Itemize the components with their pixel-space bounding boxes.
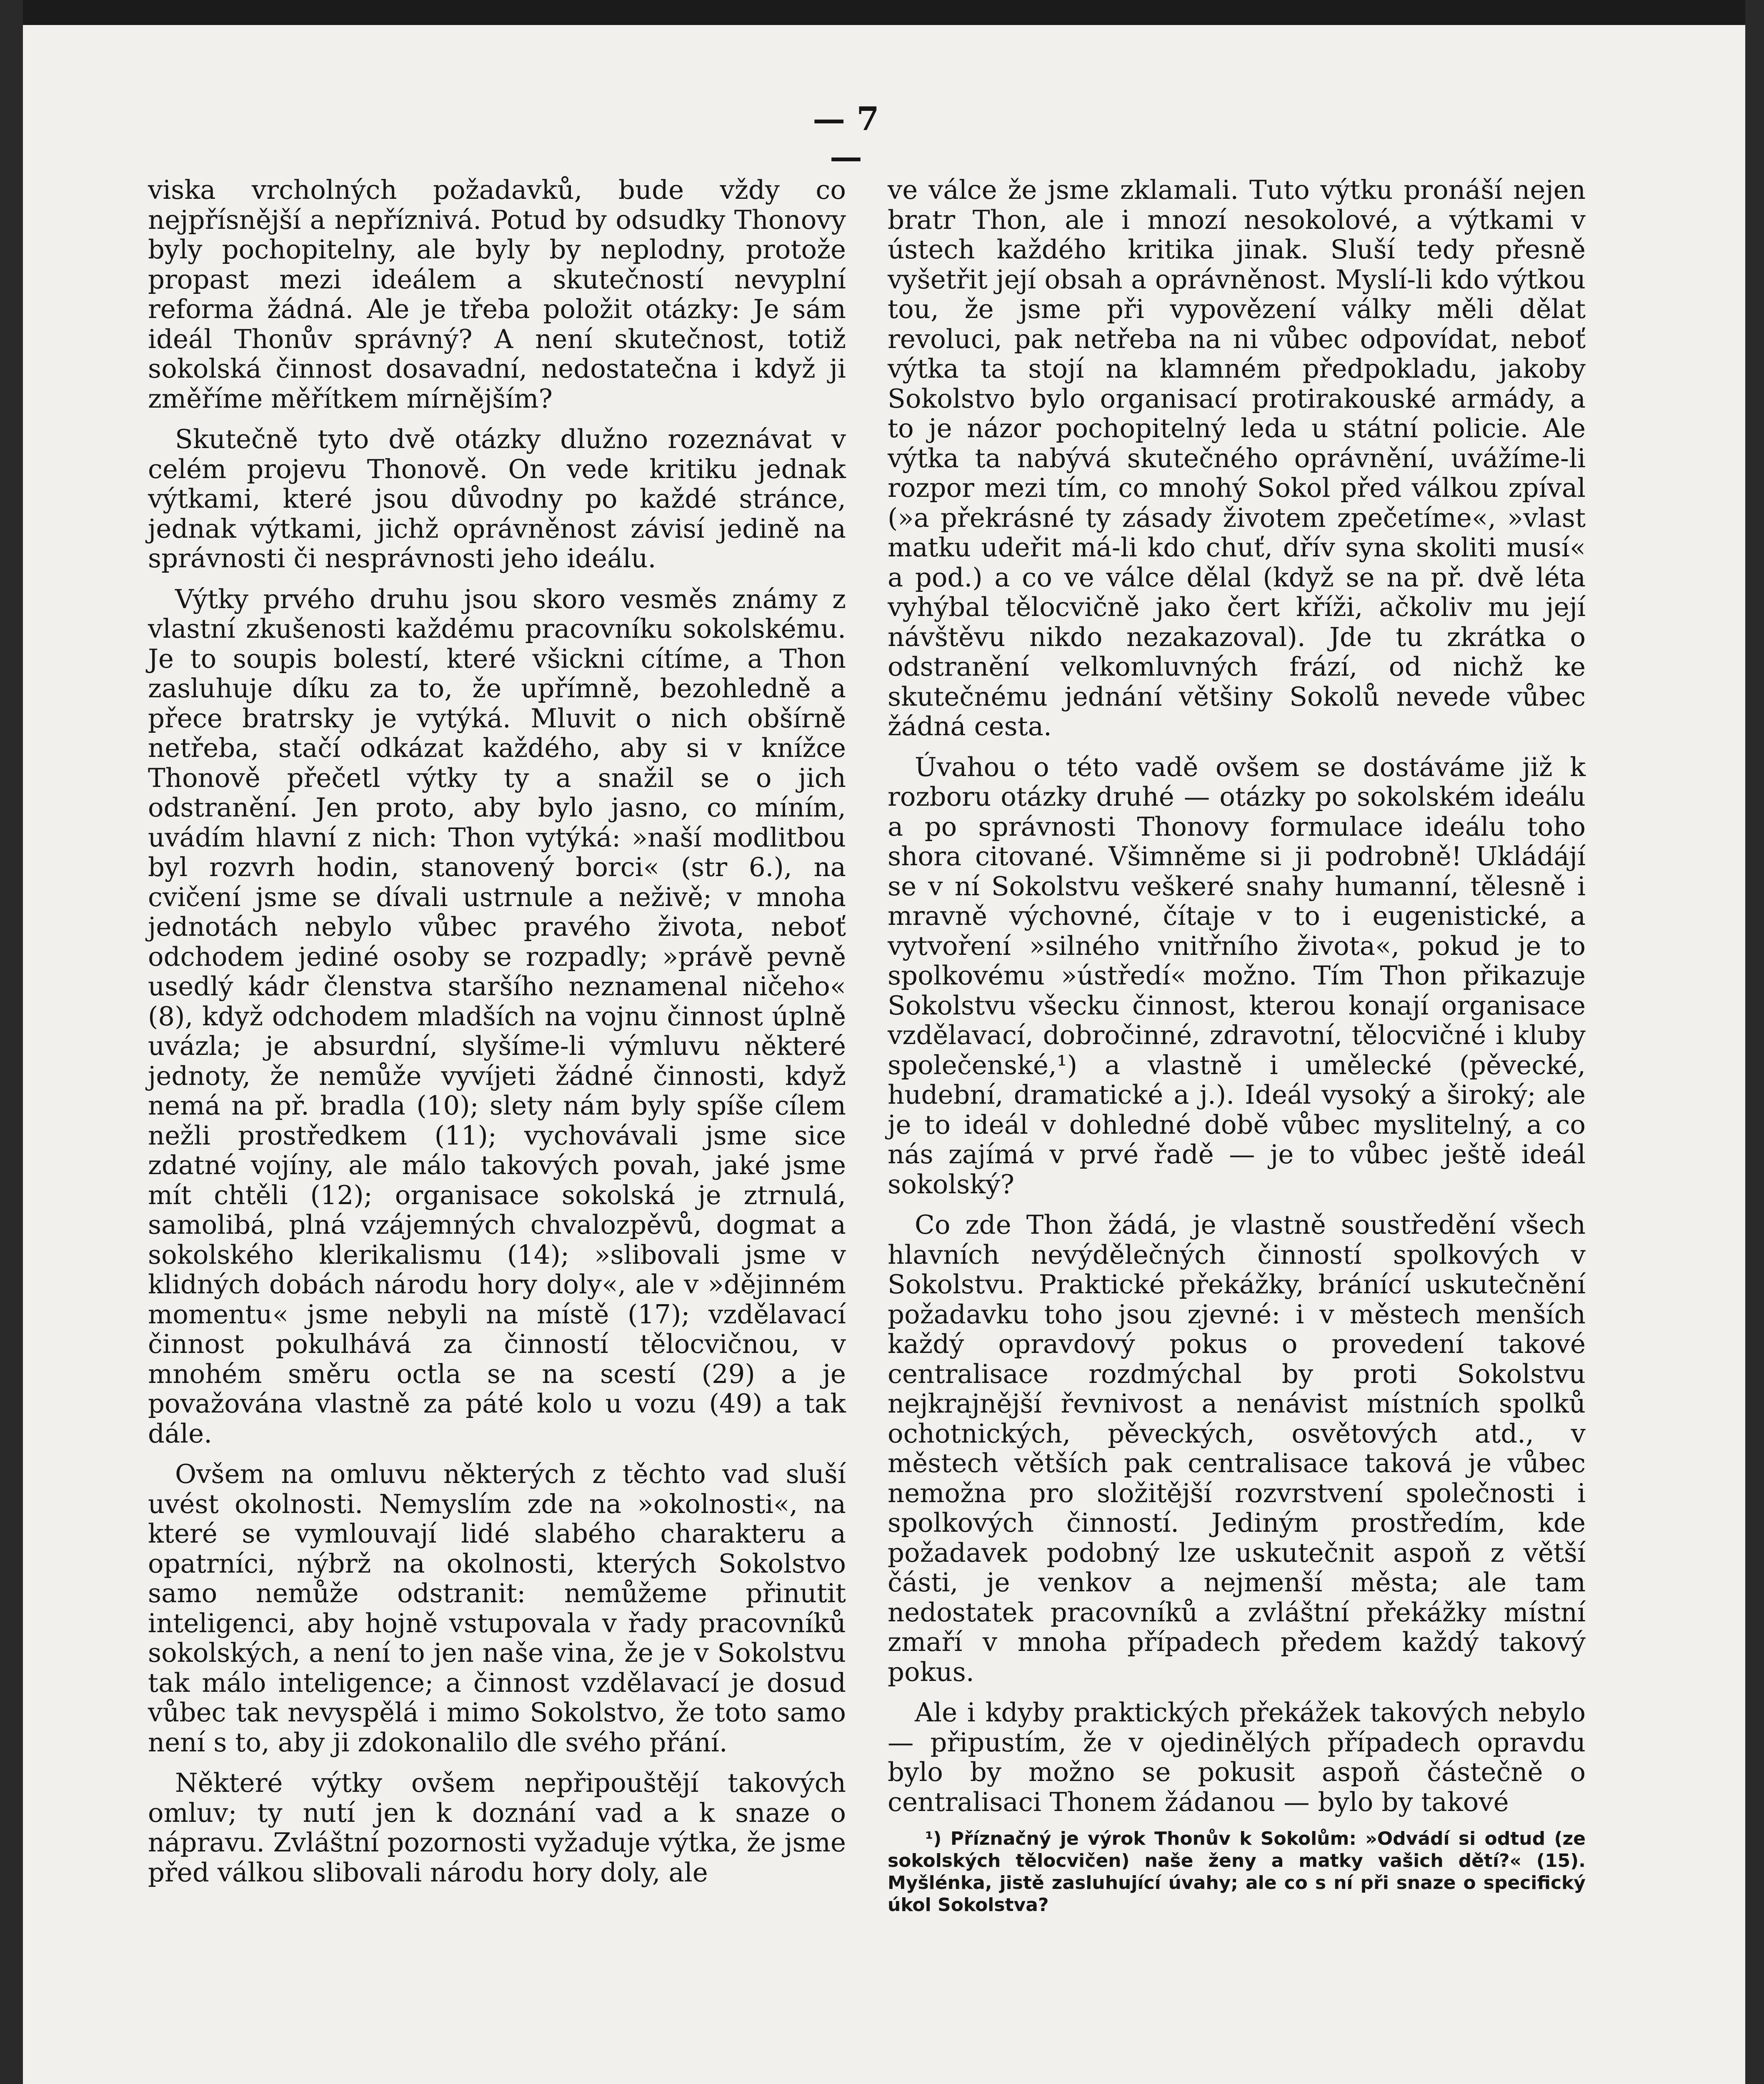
paragraph: Ovšem na omluvu některých z těchto vad sluší uvést okolnosti. Nemyslím zde na »okolnosti«, na které se vymlouvají lidé slabého charakteru a opatrníci, nýbrž na okolnosti, kterých Sokolstvo samo nemůže odstranit: nemůžeme přinutit inteligenci, aby hojně vstupovala v řady pracovníků sokolských, a není to jen naše vina, že je v Sokolstvu tak málo inteligence; a činnost vzdělavací je dosud vůbec tak nevyspělá i mimo Sokolstvo, že toto samo není s to, aby ji zdokonalilo dle svého přání. (148, 1459, 846, 1758)
paragraph: Ale i kdyby praktických překážek takových nebylo — připustím, že v ojedinělých případech opravdu bylo by možno se pokusit aspoň částečně o centralisaci Thonem žádanou — bylo by takové (888, 1697, 1586, 1817)
scan-border-left (0, 0, 23, 2084)
page-number: — 7 — (813, 100, 879, 176)
paragraph: Některé výtky ovšem nepřipouštějí takových omluv; ty nutí jen k doznání vad a k snaze o nápravu. Zvláštní pozornosti vyžaduje výtka, že jsme před válkou slibovali národu hory doly, ale (148, 1768, 846, 1888)
paragraph: Co zde Thon žádá, je vlastně soustředění všech hlavních nevýdělečných činností spolkových v Sokolstvu. Praktické překážky, bránící uskutečnění požadavku toho jsou zjevné: i v městech menších každý opravdový pokus o provedení takové centralisace rozdmýchal by proti Sokolstvu nejkrajnější řevnivost a nenávist místních spolků ochotnických, pěveckých, osvětových atd., v městech větších pak centralisace taková je vůbec nemožna pro složitější rozvrstvení společnosti i spolkových činností. Jediným prostředím, kde požadavek podobný lze uskutečnit aspoň z větší části, je venkov a nejmenší města; ale tam nedostatek pracovníků a zvláštní překážky místní zmaří v mnoha případech předem každý takový pokus. (888, 1210, 1586, 1687)
left-column (148, 175, 846, 1898)
scan-border-top (0, 0, 1764, 25)
paragraph: Výtky prvého druhu jsou skoro vesměs známy z vlastní zkušenosti každému pracovníku sokolskému. Je to soupis bolestí, které všickni cítíme, a Thon zasluhuje díku za to, že upřímně, bezohledně a přece bratrsky je vytýká. Mluvit o nich obšírně netřeba, stačí odkázat každého, aby si v knížce Thonově přečetl výtky ty a snažil se o jich odstranění. Jen proto, aby bylo jasno, co míním, uvádím hlavní z nich: Thon vytýká: »naší modlitbou byl rozvrh hodin, stanovený borci« (str 6.), na cvičení jsme se dívali ustrnule a neživě; v mnoha jednotách nebylo vůbec pravého života, neboť odchodem jediné osoby se rozpadly; »právě pevně usedlý kádr členstva staršího neznamenal ničeho« (8), když odchodem mladších na vojnu činnost úplně uvázla; je absurdní, slyšíme-li výmluvu některé jednoty, že nemůže vyvíjeti žádné činnosti, když nemá na př. bradla (10); slety nám byly spíše cílem nežli prostředkem (11); vychovávali jsme sice zdatné vojíny, ale málo takových povah, jaké jsme mít chtěli (12); organisace sokolská je ztrnulá, samolibá, plná vzájemných chvalozpěvů, dogmat a sokolského klerikalismu (14); »slibovali jsme v klidných dobách národu hory doly«, ale v »dějinném momentu« jsme nebyli na místě (17); vzdělavací činnost pokulhává za činností tělocvičnou, v mnohém směru octla se na scestí (29) a je považována vlastně za páté kolo u vozu (49) a tak dále. (148, 584, 846, 1449)
paragraph: Skutečně tyto dvě otázky dlužno rozeznávat v celém projevu Thonově. On vede kritiku jednak výtkami, které jsou důvodny po každé stránce, jednak výtkami, jichž oprávněnost závisí jedině na správnosti či nesprávnosti jeho ideálu. (148, 424, 846, 574)
paragraph: ve válce že jsme zklamali. Tuto výtku pronáší nejen bratr Thon, ale i mnozí nesokolové, a výtkami v ústech každého kritika jinak. Sluší tedy přesně vyšetřit její obsah a oprávněnost. Myslí-li kdo výtkou tou, že jsme při vypovězení války měli dělat revoluci, pak netřeba na ni vůbec odpovídat, neboť výtka ta stojí na klamném předpokladu, jakoby Sokolstvo bylo organisací protirakouské armády, a to je názor pochopitelný leda u státní policie. Ale výtka ta nabývá skutečného oprávnění, uvážíme-li rozpor mezi tím, co mnohý Sokol před válkou zpíval (»a překrásné ty zásady životem zpečetíme«, »vlast matku udeřit má-li kdo chuť, dřív syna skoliti musí« a pod.) a co ve válce dělal (když se na př. dvě léta vyhýbal tělocvičně jako čert kříži, ačkoliv mu její návštěvu nikdo nezakazoval). Jde tu zkrátka o odstranění velkomluvných frází, od nichž ke skutečnému jednání většiny Sokolů nevede vůbec žádná cesta. (888, 175, 1586, 741)
footnote: ¹) Příznačný je výrok Thonův k Sokolům: »Odvádí si odtud (ze sokolských tělocvičen) naše ženy a matky vašich dětí?« (15). Myšlénka, jistě zasluhující úvahy; ale co s ní při snaze o specifický úkol Sokolstva? (888, 1828, 1586, 1916)
paragraph: viska vrcholných požadavků, bude vždy co nejpřísnější a nepříznivá. Potud by odsudky Thonovy byly pochopitelny, ale byly by neplodny, protože propast mezi ideálem a skutečností nevyplní reforma žádná. Ale je třeba položit otázky: Je sám ideál Thonův správný? A není skutečnost, totiž sokolská činnost dosavadní, nedostatečna i když ji změříme měřítkem mírnějším? (148, 175, 846, 414)
paragraph: Úvahou o této vadě ovšem se dostáváme již k rozboru otázky druhé — otázky po sokolském ideálu a po správnosti Thonovy formulace ideálu toho shora citované. Všimněme si ji podrobně! Ukládájí se v ní Sokolstvu veškeré snahy humanní, tělesně i mravně výchovné, čítaje v to i eugenistické, a vytvoření »silného vnitřního života«, pokud je to spolkovému »ústředí« možno. Tím Thon přikazuje Sokolstvu všecku činnost, kterou konají organisace vzdělavací, dobročinné, zdravotní, tělocvičné i kluby společenské,¹) a vlastně i umělecké (pěvecké, hudební, dramatické a j.). Ideál vysoký a široký; ale je to ideál v dohledné době vůbec myslitelný, a co nás zajímá v prvé řadě — je to vůbec ještě ideál sokolský? (888, 751, 1586, 1200)
right-column (888, 175, 1586, 1916)
scan-border-right (1745, 0, 1764, 2084)
